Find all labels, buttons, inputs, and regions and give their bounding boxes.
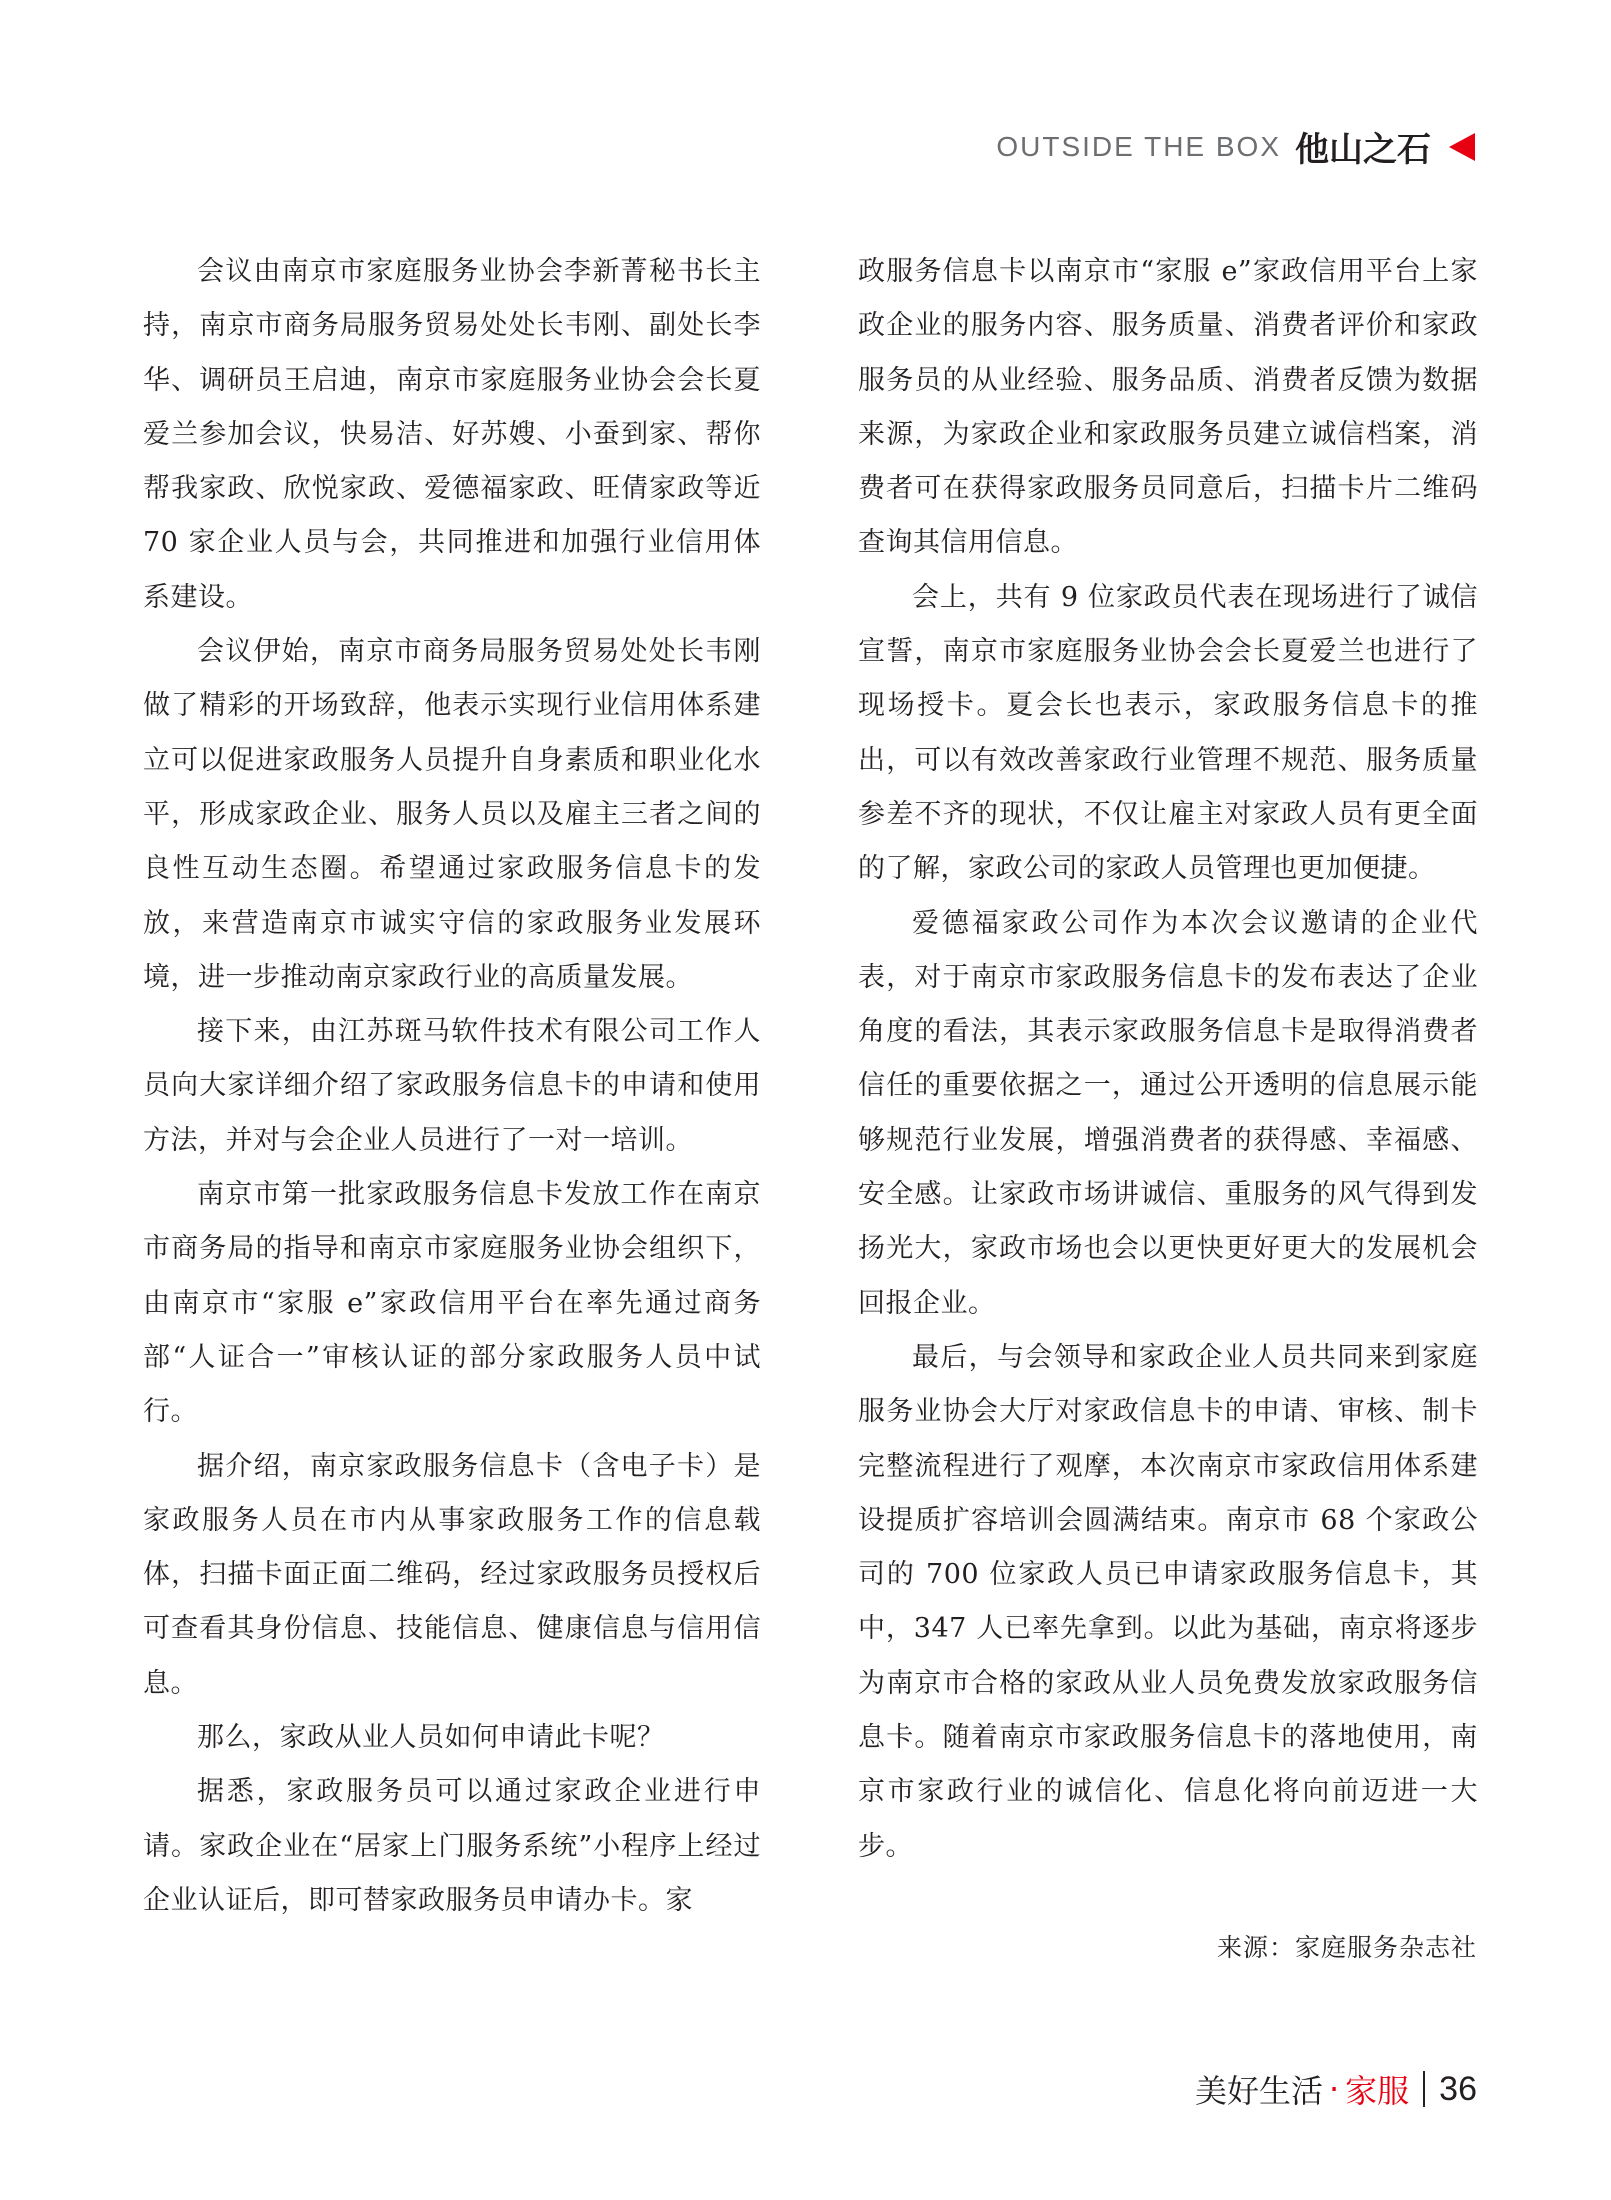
section-title-cn: 他山之石	[1295, 130, 1431, 170]
article-source: 来源：家庭服务杂志社	[1216, 1933, 1477, 1962]
section-title-en: OUTSIDE THE BOX	[996, 130, 1281, 162]
paragraph: 最后，与会领导和家政企业人员共同来到家庭服务业协会大厅对家政信息卡的申请、审核、制卡完整流程进行了观摩，本次南京市家政信用体系建设提质扩容培训会圆满结束。南京市 68 个家政公司的 700 位家政人员已申请家政服务信息卡，其中，347 人已率先拿到。以此为基础，南京将逐步为南京市合格的家政从业人员免费发放家政服务信息卡。随着南京市家政服务信息卡的落地使用，南京市家政行业的诚信化、信息化将向前迈进一大步。	[858, 1341, 1478, 1862]
page-number: 36	[1439, 2069, 1477, 2108]
paragraph: 会上，共有 9 位家政员代表在现场进行了诚信宣誓，南京市家庭服务业协会会长夏爱兰也进行了现场授卡。夏会长也表示，家政服务信息卡的推出，可以有效改善家政行业管理不规范、服务质量参差不齐的现状，不仅让雇主对家政人员有更全面的了解，家政公司的家政人员管理也更加便捷。	[858, 581, 1478, 885]
right-column	[858, 245, 1478, 1874]
section-header	[996, 122, 1475, 171]
magazine-name: 美好生活	[1194, 2072, 1323, 2110]
paragraph: 接下来，由江苏斑马软件技术有限公司工作人员向大家详细介绍了家政服务信息卡的申请和使用方法，并对与会企业人员进行了一对一培训。	[143, 1016, 761, 1156]
paragraph: 南京市第一批家政服务信息卡发放工作在南京市商务局的指导和南京市家庭服务业协会组织下，由南京市“家服 e”家政信用平台在率先通过商务部“人证合一”审核认证的部分家政服务人员中试行。	[143, 1179, 761, 1428]
divider	[1423, 2071, 1425, 2107]
paragraph: 会议伊始，南京市商务局服务贸易处处长韦刚做了精彩的开场致辞，他表示实现行业信用体系建立可以促进家政服务人员提升自身素质和职业化水平，形成家政企业、服务人员以及雇主三者之间的良性互动生态圈。希望通过家政服务信息卡的发放，来营造南京市诚实守信的家政服务业发展环境，进一步推动南京家政行业的高质量发展。	[143, 636, 761, 993]
page-footer	[1195, 2066, 1477, 2112]
left-column	[143, 245, 761, 1928]
paragraph: 据悉，家政服务员可以通过家政企业进行申请。家政企业在“居家上门服务系统”小程序上经过企业认证后，即可替家政服务员申请办卡。家	[143, 1776, 761, 1916]
paragraph: 爱德福家政公司作为本次会议邀请的企业代表，对于南京市家政服务信息卡的发布表达了企业角度的看法，其表示家政服务信息卡是取得消费者信任的重要依据之一，通过公开透明的信息展示能够规范行业发展，增强消费者的获得感、幸福感、安全感。让家政市场讲诚信、重服务的风气得到发扬光大，家政市场也会以更快更好更大的发展机会回报企业。	[858, 907, 1478, 1319]
paragraph: 会议由南京市家庭服务业协会李新菁秘书长主持，南京市商务局服务贸易处处长韦刚、副处长李华、调研员王启迪，南京市家庭服务业协会会长夏爱兰参加会议，快易洁、好苏嫂、小蚕到家、帮你帮我家政、欣悦家政、爱德福家政、旺倩家政等近 70 家企业人员与会，共同推进和加强行业信用体系建设。	[143, 256, 761, 613]
paragraph: 那么，家政从业人员如何申请此卡呢？	[197, 1722, 665, 1754]
paragraph: 据介绍，南京家政服务信息卡（含电子卡）是家政服务人员在市内从事家政服务工作的信息载体，扫描卡面正面二维码，经过家政服务员授权后可查看其身份信息、技能信息、健康信息与信用信息。	[143, 1450, 761, 1699]
separator-dot: ·	[1328, 2070, 1340, 2108]
left-arrow-icon	[1449, 133, 1475, 161]
magazine-brand: 家服	[1345, 2072, 1410, 2110]
paragraph-continuation: 政服务信息卡以南京市“家服 e”家政信用平台上家政企业的服务内容、服务质量、消费者评价和家政服务员的从业经验、服务品质、消费者反馈为数据来源，为家政企业和家政服务员建立诚信档案，消费者可在获得家政服务员同意后，扫描卡片二维码查询其信用信息。	[858, 256, 1478, 559]
